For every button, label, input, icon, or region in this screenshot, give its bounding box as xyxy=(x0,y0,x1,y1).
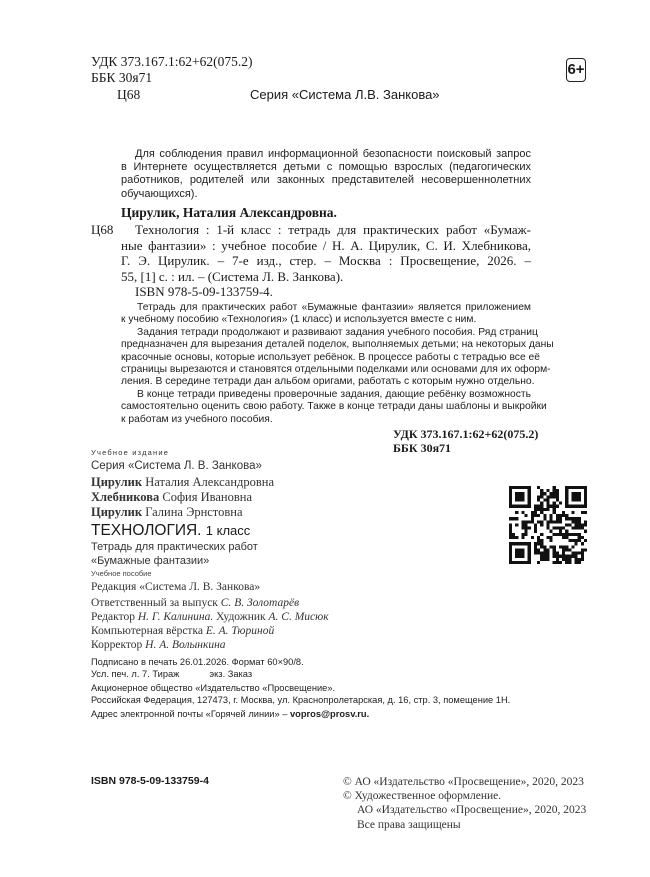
catalog-line: Г. Э. Цирулик. – 7-е изд., стер. – Москва : Просвещение, 2026. – xyxy=(121,253,531,269)
author-name: Галина Эрнстовна xyxy=(145,505,243,519)
author-surname: Цирулик xyxy=(91,475,143,489)
edition-type: Учебное издание xyxy=(91,448,170,457)
annotation-line: Задания тетради продолжают и развивают задания учебного пособия. Ряд страниц xyxy=(137,326,538,338)
series-title: Серия «Система Л.В. Занкова» xyxy=(250,87,440,102)
copies-text: экз. Заказ xyxy=(209,668,253,679)
staff-person: Н. А. Волынкина xyxy=(145,639,226,651)
email-label: Адрес электронной почты «Горячей линии» – xyxy=(91,709,288,720)
footer-isbn: ISBN 978-5-09-133759-4 xyxy=(91,775,209,787)
editorial-office: Редакция «Система Л. В. Занкова» xyxy=(91,581,261,593)
catalog-line: ные фантазии» : учебное пособие / Н. А. Цирулик, С. И. Хлебникова, xyxy=(121,237,531,253)
bbk-code: ББК 30я71 xyxy=(91,70,153,85)
copyright-block xyxy=(343,775,586,832)
staff-role: Ответственный за выпуск xyxy=(91,597,218,609)
hotline-email-line xyxy=(91,709,510,721)
staff-line xyxy=(91,596,329,610)
staff-person: А. С. Мисюк xyxy=(268,611,329,623)
copyright-line: АО «Издательство «Просвещение», 2020, 2023 xyxy=(357,804,587,817)
annotation-line: В конце тетради приведены проверочные задания, дающие ребёнку возможность xyxy=(137,388,531,400)
staff-role: Корректор xyxy=(91,639,143,651)
catalog-isbn: ISBN 978-5-09-133759-4. xyxy=(135,284,273,300)
imprint-authors xyxy=(91,475,274,520)
staff-role: Художник xyxy=(216,611,266,623)
staff-line xyxy=(91,624,329,638)
age-rating-badge: 6+ xyxy=(566,58,586,82)
staff-line xyxy=(91,610,329,624)
catalog-bbk: ББК 30я71 xyxy=(393,441,452,455)
imprint-series: Серия «Система Л. В. Занкова» xyxy=(91,460,262,472)
staff-role: Компьютерная вёрстка xyxy=(91,625,203,637)
annotation-line: к работам из учебного пособия. xyxy=(121,413,273,425)
safety-line: обучающихся). xyxy=(121,187,198,200)
catalog-description xyxy=(121,222,531,300)
title-text: ТЕХНОЛОГИЯ. xyxy=(91,522,202,539)
author-surname: Хлебникова xyxy=(91,490,160,504)
staff-person: Е. А. Тюриной xyxy=(205,625,275,637)
grade-text: 1 класс xyxy=(205,523,251,538)
copyright-line: © АО «Издательство «Просвещение», 2020, 2023 xyxy=(343,776,584,788)
catalog-line: Технология : 1-й класс : тетрадь для практических работ «Бумаж- xyxy=(135,222,531,237)
catalog-line: 55, [1] с. : ил. – (Система Л. В. Занкова). xyxy=(121,268,344,284)
annotation-line: страницы вырезаются и становятся отдельными поделками или основами для их оформ- xyxy=(121,364,551,376)
imprint-author xyxy=(91,475,274,490)
annotation-line: красочные основы, которые использует ребёнок. В процессе работы с тетрадью все её xyxy=(121,351,540,363)
imprint-author xyxy=(91,490,274,505)
signed-date: Подписано в печать 26.01.2026. Формат 60×90/8. xyxy=(91,657,304,667)
author-name: Наталия Александровна xyxy=(145,475,275,489)
udk-code: УДК 373.167.1:62+62(075.2) xyxy=(91,54,253,69)
copyright-line: © Художественное оформление. xyxy=(343,790,502,803)
print-run-line xyxy=(91,669,510,681)
annotation-line: самостоятельно оценить свою работу. Также в конце тетради даны шаблоны и выкройки xyxy=(121,401,547,413)
catalog-udk: УДК 373.167.1:62+62(075.2) xyxy=(393,427,539,441)
staff-list xyxy=(91,596,329,652)
subtitle-line: «Бумажные фантазии» xyxy=(91,555,210,567)
annotation-line: Тетрадь для практических работ «Бумажные фантазии» является приложением xyxy=(137,302,531,313)
sheets-text: Усл. печ. л. 7. Тираж xyxy=(91,668,180,679)
catalog-annotation xyxy=(121,302,554,426)
copyright-line: Все права защищены xyxy=(357,818,461,831)
imprint-author xyxy=(91,505,274,520)
safety-line: Для соблюдения правил информационной безопасности поисковый запрос xyxy=(135,148,531,160)
qr-code[interactable] xyxy=(509,486,587,564)
staff-person: С. В. Золотарёв xyxy=(220,597,300,609)
annotation-line: предназначен для вырезания деталей поделок, выполняемых детьми; на некоторых даны xyxy=(121,339,554,351)
safety-line: работников, родителей или законных представителей несовершеннолетних xyxy=(121,174,531,187)
staff-role: Редактор xyxy=(91,611,135,623)
print-info xyxy=(91,657,510,721)
author-code: Ц68 xyxy=(117,87,141,102)
publisher-name: Акционерное общество «Издательство «Просвещение». xyxy=(91,683,336,694)
subtitle-line: Тетрадь для практических работ xyxy=(91,541,258,553)
annotation-line: ления. В середине тетради дан альбом оригами, работать с которым нужно отдельно. xyxy=(121,376,535,388)
safety-notice xyxy=(121,148,531,201)
annotation-line: к учебному пособию «Технология» (1 класс) и используется вместе с ним. xyxy=(121,314,477,326)
catalog-code: Ц68 xyxy=(91,222,114,237)
safety-line: в Интернете осуществляется детьми с помощью взрослых (педагогических xyxy=(121,161,531,174)
hotline-email-link[interactable]: vopros@prosv.ru. xyxy=(290,709,370,720)
publisher-address: Российская Федерация, 127473, г. Москва, ул. Краснопролетарская, д. 16, стр. 3, помещение 1Н. xyxy=(91,694,511,705)
catalog-author: Цирулик, Наталия Александровна. xyxy=(121,205,337,220)
author-name: София Ивановна xyxy=(162,490,253,504)
staff-person: Н. Г. Калинина. xyxy=(137,611,214,623)
book-title xyxy=(91,521,250,540)
book-type: Учебное пособие xyxy=(91,569,152,578)
staff-line xyxy=(91,638,329,652)
author-surname: Цирулик xyxy=(91,505,143,519)
